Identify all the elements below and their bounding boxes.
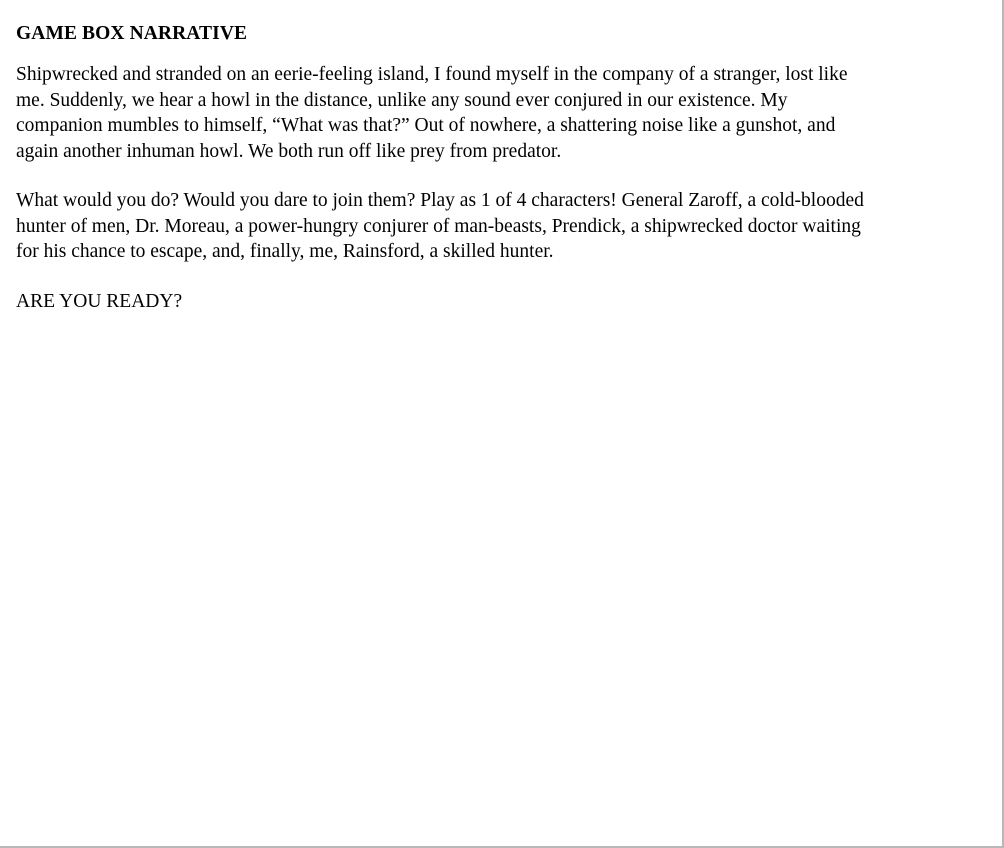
page-title: GAME BOX NARRATIVE [16,23,248,44]
narrative-paragraph-1: Shipwrecked and stranded on an eerie-feeling island, I found myself in the company of a stranger, lost like me. Suddenly, we hear a howl in the distance, unlike any sound ever conjured in our existence. My companion mumbles to himself, “What was that?” Out of nowhere, a shattering noise like a gunshot, and again another inhuman howl. We both run off like prey from predator. [16,64,848,162]
narrative-paragraph-2: What would you do? Would you dare to join them? Play as 1 of 4 characters! General Zaroff, a cold-blooded hunter of men, Dr. Moreau, a power-hungry conjurer of man-beasts, Prendick, a shipwrecked doctor waiting for his chance to escape, and, finally, me, Rainsford, a skilled hunter. [16,190,864,263]
narrative-paragraph-3: ARE YOU READY? [16,290,183,312]
